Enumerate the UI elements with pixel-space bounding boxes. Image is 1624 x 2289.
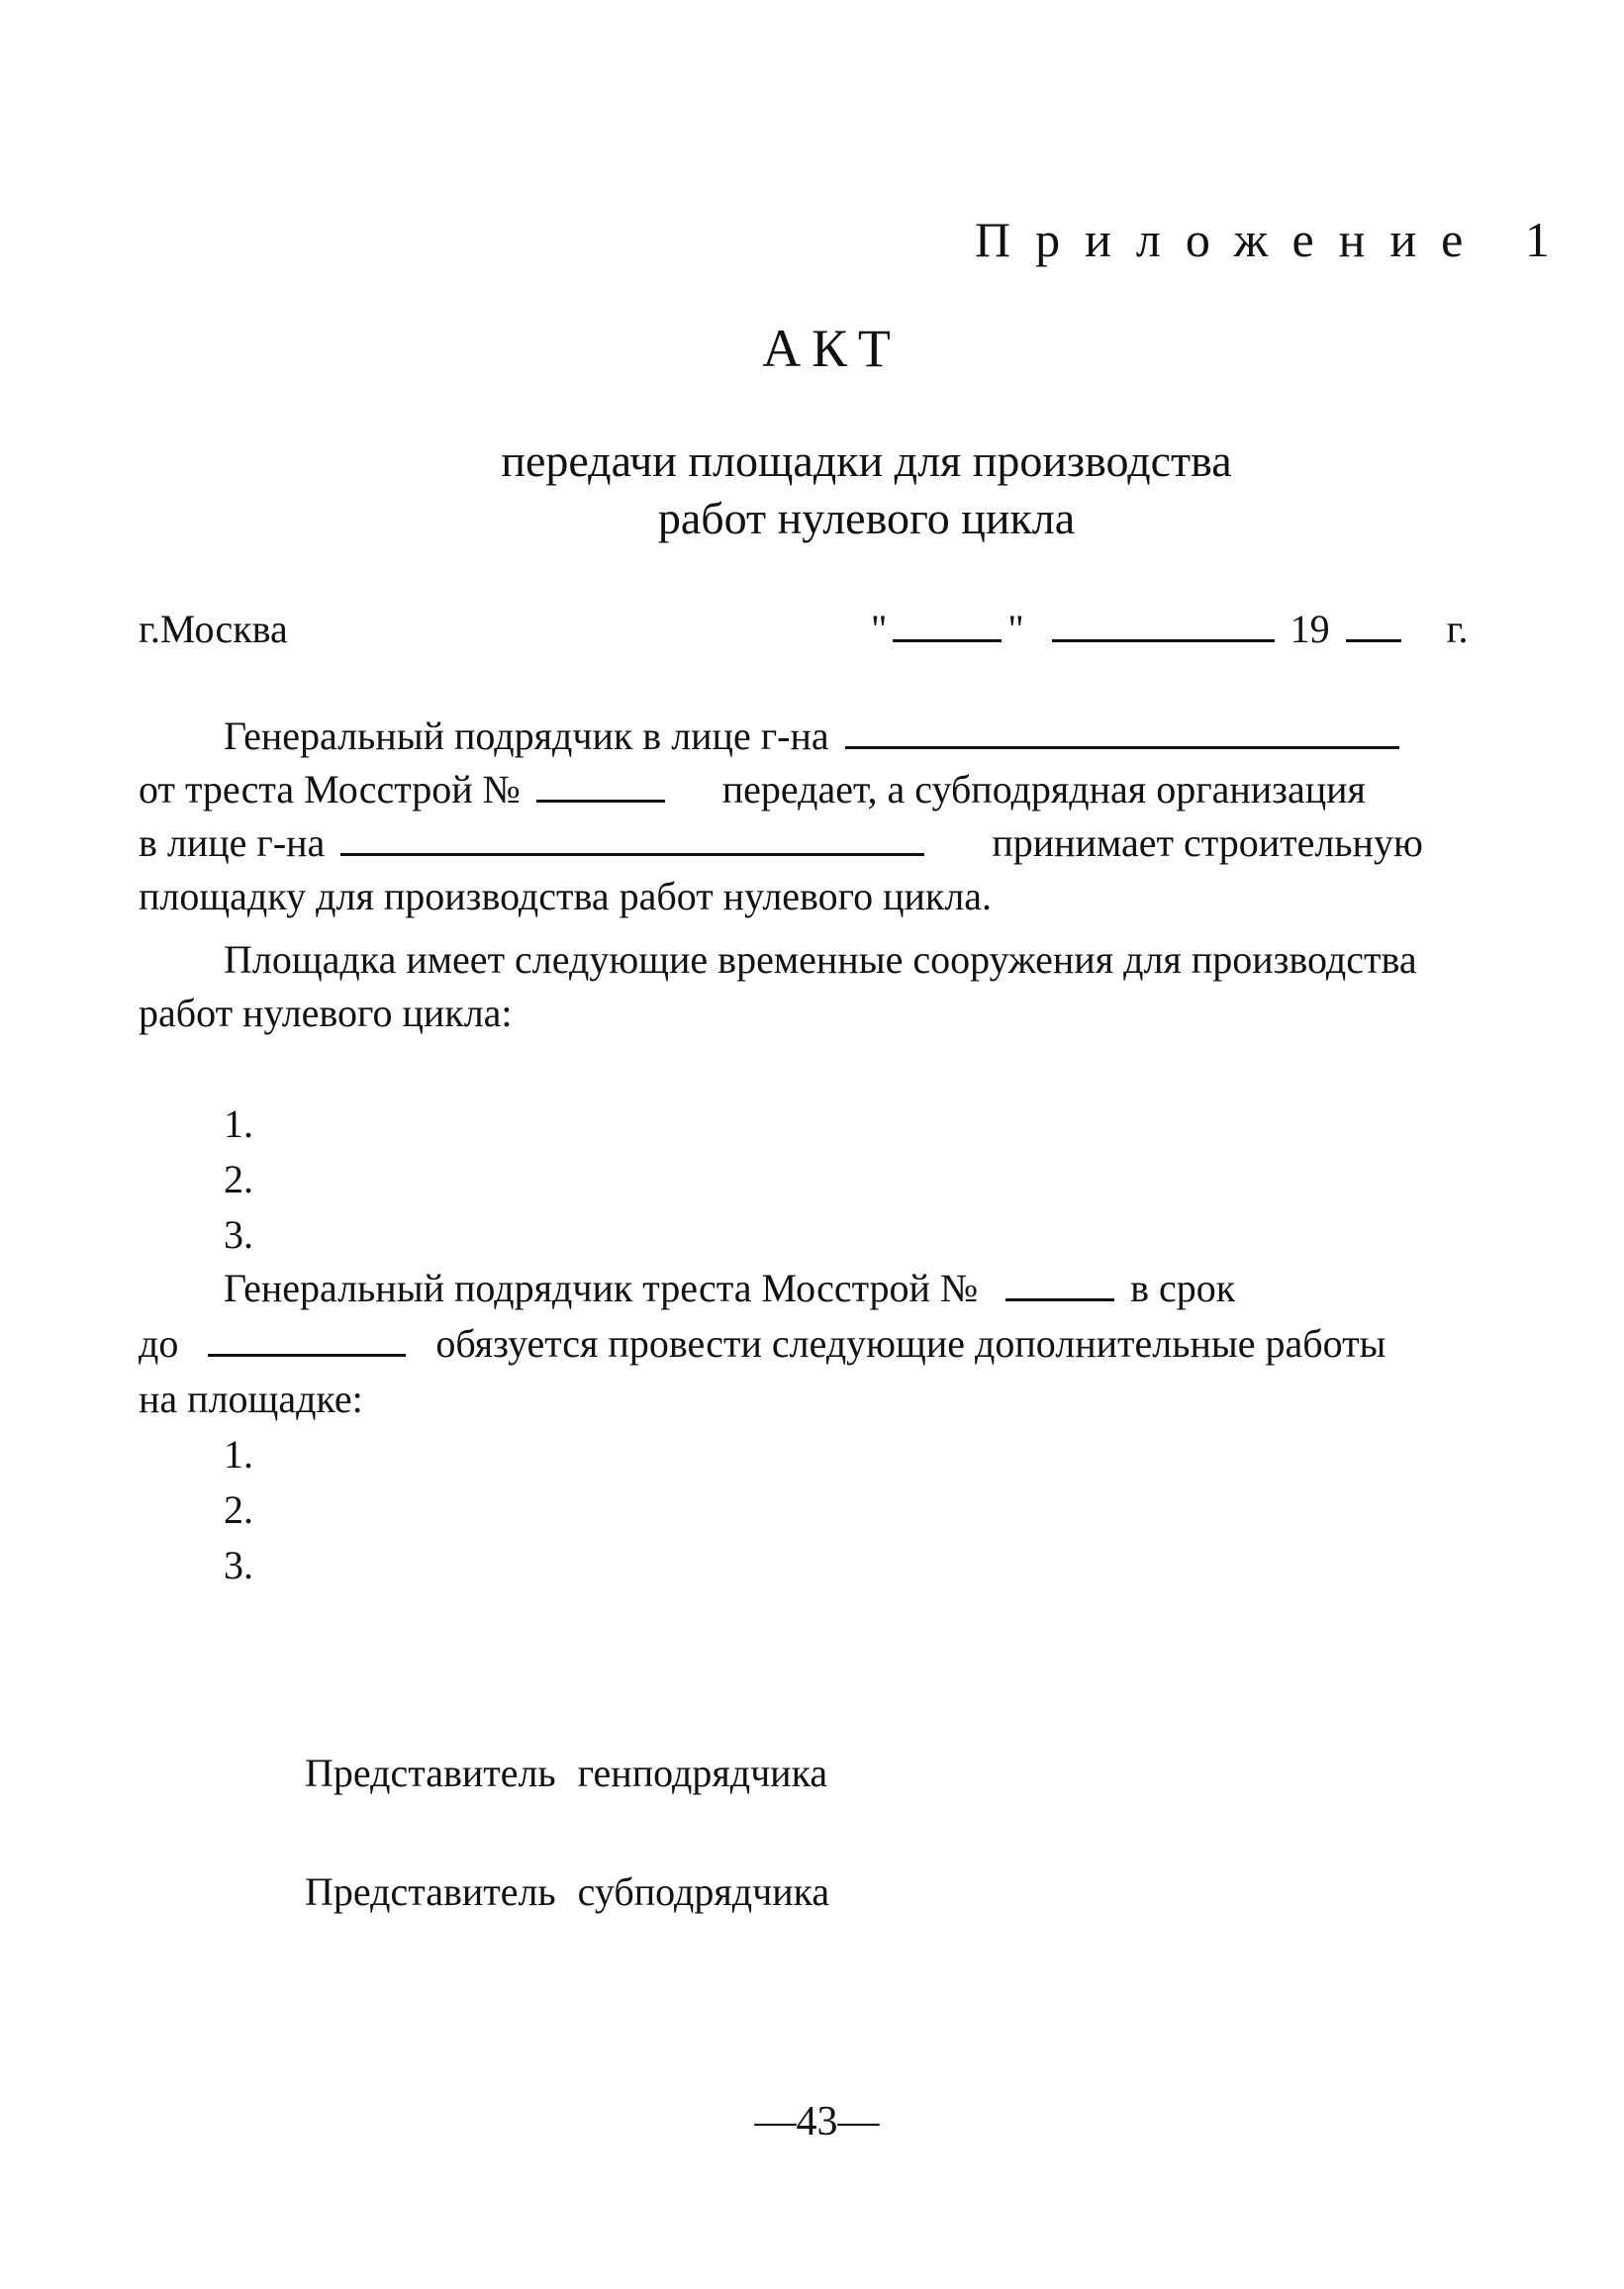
para1-line1-text: Генеральный подрядчик в лице г-на xyxy=(224,714,829,758)
list1-item-2: 2. xyxy=(224,1157,253,1201)
para2-line2: работ нулевого цикла: xyxy=(139,991,513,1035)
para1-line1 xyxy=(224,713,1405,760)
list2-item-1: 1. xyxy=(224,1432,253,1477)
para3-line3: на площадке: xyxy=(139,1377,363,1421)
subtitle-line-2: работ нулевого цикла xyxy=(657,493,1076,543)
para3-line2-text-a: до xyxy=(139,1321,179,1366)
document-title: АКТ xyxy=(762,319,902,378)
subtitle-line-1: передачи площадки для производства xyxy=(501,435,1232,486)
para1-line2-text-a: от треста Мосстрой № xyxy=(139,767,521,811)
para1-line4: площадку для производства работ нулевого цикла. xyxy=(139,874,993,918)
list1-item-1: 1. xyxy=(224,1101,253,1146)
para1-line2-text-b: передает, а субподрядная организация xyxy=(721,767,1366,811)
signature-subcontractor: Представитель субподрядчика xyxy=(305,1869,830,1914)
year-suffix: г. xyxy=(1446,607,1469,651)
month-blank[interactable] xyxy=(1052,610,1275,642)
day-blank[interactable] xyxy=(893,610,1002,642)
page-number: —43— xyxy=(754,2099,880,2145)
trust-number-blank-2[interactable] xyxy=(1005,1269,1114,1301)
general-contractor-name-blank[interactable] xyxy=(845,716,1399,749)
deadline-blank[interactable] xyxy=(208,1324,406,1357)
date-open-quote: " xyxy=(871,607,888,651)
appendix-label: Приложение 1 xyxy=(975,212,1575,267)
para3-line1-text-b: в срок xyxy=(1130,1266,1236,1310)
list2-item-2: 2. xyxy=(224,1487,253,1532)
year-prefix: 19 xyxy=(1290,607,1330,651)
para3-line1 xyxy=(224,1265,1235,1312)
para1-line2 xyxy=(139,766,1366,813)
year-blank[interactable] xyxy=(1346,610,1401,642)
para1-line3 xyxy=(139,819,1423,867)
date-close-quote: " xyxy=(1007,607,1024,651)
para3-line2 xyxy=(139,1320,1385,1368)
para3-line1-text-a: Генеральный подрядчик треста Мосстрой № xyxy=(224,1266,979,1310)
signature-general-contractor: Представитель генподрядчика xyxy=(305,1751,828,1795)
city: г.Москва xyxy=(139,607,288,651)
date-line xyxy=(871,606,1469,653)
list2-item-3: 3. xyxy=(224,1543,253,1587)
trust-number-blank[interactable] xyxy=(536,770,665,803)
para1-line3-text-b: принимает строительную xyxy=(992,820,1423,865)
para2-line1: Площадка имеет следующие временные сооружения для производства xyxy=(224,937,1417,982)
list1-item-3: 3. xyxy=(224,1212,253,1257)
para1-line3-text-a: в лице г-на xyxy=(139,820,326,865)
subcontractor-name-blank[interactable] xyxy=(340,823,924,856)
para3-line2-text-b: обязуется провести следующие дополнительные работы xyxy=(435,1321,1386,1366)
